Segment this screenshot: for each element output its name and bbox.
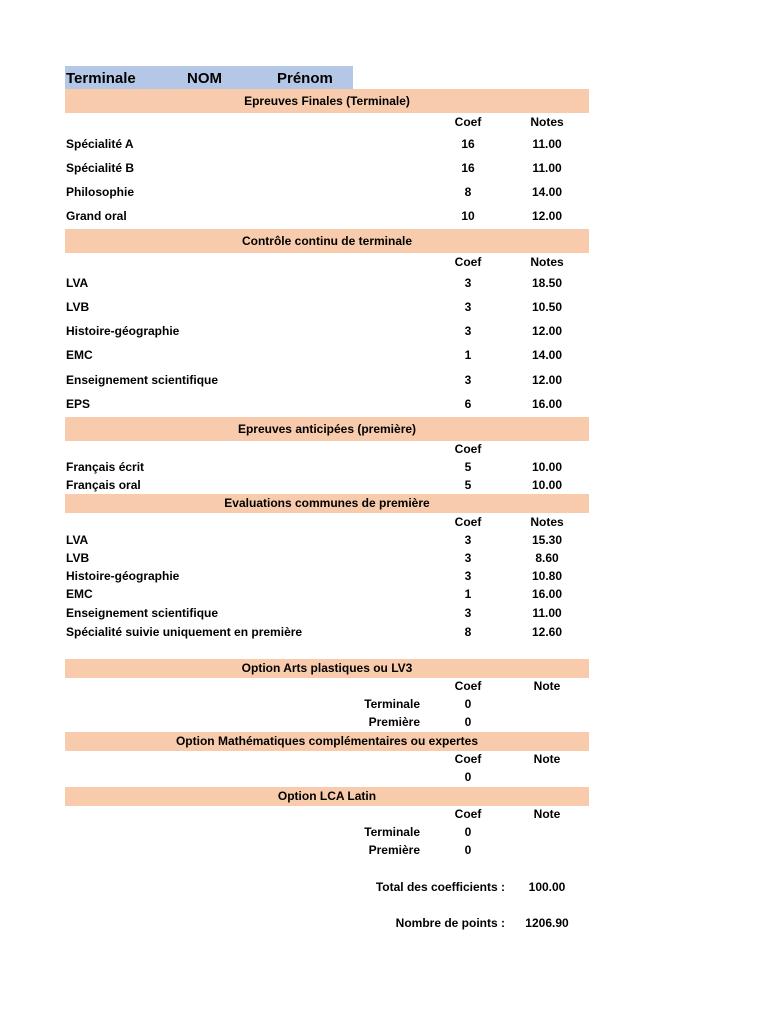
row-coef: 3 (464, 606, 472, 620)
row-coef: 1 (464, 348, 472, 362)
section-title-anticipees: Epreuves anticipées (première) (65, 417, 589, 441)
row-coef: 0 (464, 697, 472, 711)
row-note: 14.00 (531, 185, 563, 199)
note-header: Note (533, 807, 561, 821)
row-coef: 0 (464, 715, 472, 729)
coef-header: Coef (454, 115, 482, 129)
row-label: LVA (66, 533, 89, 547)
row-note: 10.00 (531, 460, 563, 474)
row-label: Enseignement scientifique (66, 606, 219, 620)
section-title-communes: Evaluations communes de première (65, 494, 589, 513)
coef-header: Coef (454, 752, 482, 766)
total-coef-label: Total des coefficients : (375, 880, 505, 894)
header-terminale: Terminale (66, 70, 136, 87)
row-label: EMC (66, 348, 93, 362)
row-label: Français oral (66, 478, 141, 492)
row-label: Terminale (364, 697, 420, 711)
row-note: 12.00 (531, 373, 563, 387)
coef-header: Coef (454, 515, 482, 529)
section-title-maths: Option Mathématiques complémentaires ou expertes (65, 732, 589, 751)
coef-header: Coef (454, 679, 482, 693)
row-label: LVB (66, 551, 90, 565)
row-label: LVB (66, 300, 90, 314)
header-prenom: Prénom (277, 70, 333, 87)
row-note: 11.00 (532, 137, 562, 151)
row-label: Terminale (364, 825, 420, 839)
total-points-value: 1206.90 (525, 916, 569, 930)
row-coef: 6 (464, 397, 472, 411)
row-label: Enseignement scientifique (66, 373, 219, 387)
row-coef: 3 (464, 569, 472, 583)
row-coef: 3 (464, 276, 472, 290)
row-coef: 3 (464, 533, 472, 547)
notes-header: Notes (530, 515, 564, 529)
row-label: Première (368, 715, 420, 729)
row-coef: 3 (464, 373, 472, 387)
row-note: 12.00 (531, 324, 563, 338)
row-label: Philosophie (66, 185, 135, 199)
coef-header: Coef (454, 807, 482, 821)
row-label: Spécialité suivie uniquement en première (66, 625, 303, 639)
row-label: Première (368, 843, 420, 857)
coef-header: Coef (454, 442, 482, 456)
note-header: Note (533, 752, 561, 766)
row-coef: 1 (464, 587, 472, 601)
row-coef: 5 (464, 460, 472, 474)
coef-header: Coef (454, 255, 482, 269)
row-note: 16.00 (531, 587, 563, 601)
row-note: 12.00 (531, 209, 563, 223)
row-label: Spécialité A (66, 137, 134, 151)
row-coef: 3 (464, 551, 472, 565)
row-note: 12.60 (531, 625, 563, 639)
row-coef: 0 (464, 770, 472, 784)
row-label: Histoire-géographie (66, 569, 180, 583)
row-label: Grand oral (66, 209, 127, 223)
row-label: EMC (66, 587, 93, 601)
section-title-finales: Epreuves Finales (Terminale) (65, 89, 589, 113)
row-coef: 8 (464, 185, 472, 199)
total-points-label: Nombre de points : (395, 916, 505, 930)
total-coef-value: 100.00 (528, 880, 566, 894)
section-title-arts: Option Arts plastiques ou LV3 (65, 659, 589, 678)
notes-header: Notes (530, 255, 564, 269)
row-note: 11.00 (532, 606, 562, 620)
row-note: 16.00 (531, 397, 563, 411)
header-nom: NOM (187, 70, 222, 87)
row-note: 15.30 (531, 533, 563, 547)
row-note: 10.00 (531, 478, 563, 492)
row-coef: 0 (464, 843, 472, 857)
row-coef: 3 (464, 324, 472, 338)
row-coef: 5 (464, 478, 472, 492)
row-note: 10.80 (531, 569, 563, 583)
section-title-controle: Contrôle continu de terminale (65, 229, 589, 253)
notes-header: Notes (530, 115, 564, 129)
row-note: 8.60 (535, 551, 559, 565)
row-note: 14.00 (531, 348, 563, 362)
row-coef: 8 (464, 625, 472, 639)
row-coef: 0 (464, 825, 472, 839)
section-title-latin: Option LCA Latin (65, 787, 589, 806)
row-coef: 3 (464, 300, 472, 314)
row-coef: 16 (461, 161, 475, 175)
note-header: Note (533, 679, 561, 693)
row-note: 18.50 (531, 276, 563, 290)
row-label: Français écrit (66, 460, 145, 474)
row-label: EPS (66, 397, 91, 411)
row-note: 11.00 (532, 161, 562, 175)
row-label: LVA (66, 276, 89, 290)
row-label: Histoire-géographie (66, 324, 180, 338)
row-coef: 16 (461, 137, 475, 151)
row-note: 10.50 (531, 300, 563, 314)
row-coef: 10 (461, 209, 475, 223)
row-label: Spécialité B (66, 161, 135, 175)
